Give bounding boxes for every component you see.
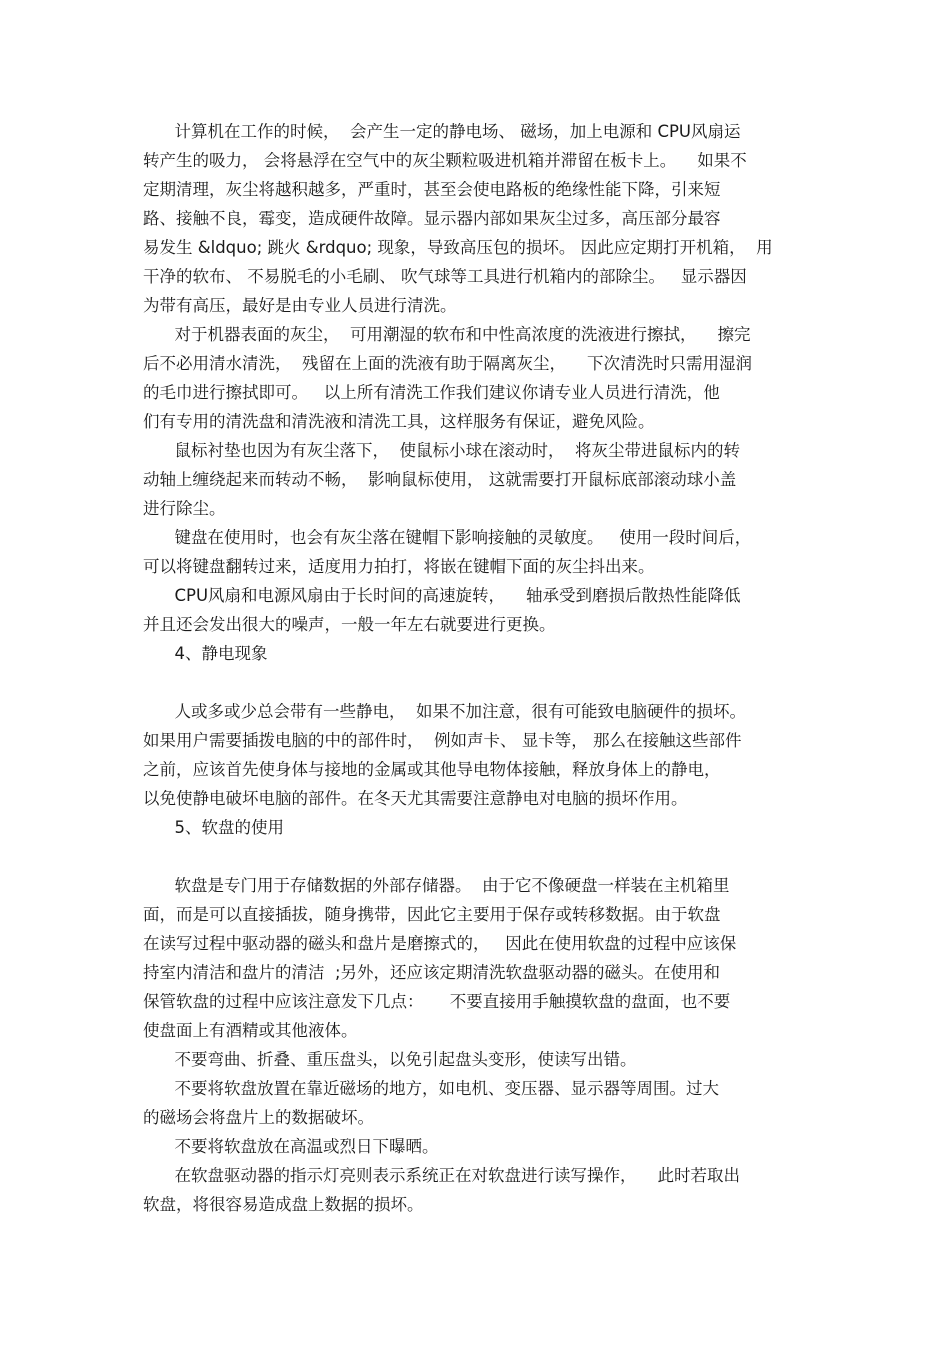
text-line: 之前，应该首先使身体与接地的金属或其他导电物体接触，释放身体上的静电， — [143, 760, 721, 779]
text-line: 软盘，将很容易造成盘上数据的损坏。 — [143, 1195, 424, 1214]
text-line: 在软盘驱动器的指示灯亮则表示系统正在对软盘进行读写操作， 此时若取出 — [143, 1166, 740, 1185]
text-line: 路、接触不良，霉变，造成硬件故障。显示器内部如果灰尘过多，高压部分最容 — [143, 209, 721, 228]
text-line: 们有专用的清洗盘和清洗液和清洗工具，这样服务有保证，避免风险。 — [143, 412, 655, 431]
text-line: 5、软盘的使用 — [143, 818, 284, 837]
text-line: 如果用户需要插拨电脑的中的部件时， 例如声卡、 显卡等， 那么在接触这些部件 — [143, 731, 742, 750]
text-line: 易发生 &ldquo; 跳火 &rdquo; 现象，导致高压包的损坏。 因此应定期打开机箱， 用 — [143, 238, 773, 257]
text-line: 不要将软盘放在高温或烈日下曝晒。 — [143, 1137, 439, 1156]
text-line: 不要将软盘放置在靠近磁场的地方，如电机、变压器、显示器等周围。过大 — [143, 1079, 719, 1098]
text-line: 定期清理，灰尘将越积越多，严重时，甚至会使电路板的绝缘性能下降，引来短 — [143, 180, 721, 199]
text-line: 动轴上缠绕起来而转动不畅， 影响鼠标使用， 这就需要打开鼠标底部滚动球小盖 — [143, 470, 737, 489]
text-line: 面，而是可以直接插拔，随身携带，因此它主要用于保存或转移数据。由于软盘 — [143, 905, 721, 924]
text-line: 使盘面上有酒精或其他液体。 — [143, 1021, 358, 1040]
text-line: 可以将键盘翻转过来，适度用力拍打，将嵌在键帽下面的灰尘抖出来。 — [143, 557, 655, 576]
text-line: 软盘是专门用于存储数据的外部存储器。 由于它不像硬盘一样装在主机箱里 — [143, 876, 730, 895]
text-line: 的毛巾进行擦拭即可。 以上所有清洗工作我们建议你请专业人员进行清洗，他 — [143, 383, 720, 402]
text-line: 干净的软布、 不易脱毛的小毛刷、 吹气球等工具进行机箱内的部除尘。 显示器因 — [143, 267, 747, 286]
text-line: 为带有高压，最好是由专业人员进行清洗。 — [143, 296, 457, 315]
text-line: 在读写过程中驱动器的磁头和盘片是磨擦式的， 因此在使用软盘的过程中应该保 — [143, 934, 737, 953]
text-line: 人或多或少总会带有一些静电， 如果不加注意，很有可能致电脑硬件的损坏。 — [143, 702, 746, 721]
text-line: 转产生的吸力， 会将悬浮在空气中的灰尘颗粒吸进机箱并滞留在板卡上。 如果不 — [143, 151, 747, 170]
text-line: 对于机器表面的灰尘， 可用潮湿的软布和中性高浓度的洗液进行擦拭， 擦完 — [143, 325, 751, 344]
text-line: 的磁场会将盘片上的数据破坏。 — [143, 1108, 374, 1127]
text-line: 键盘在使用时，也会有灰尘落在键帽下影响接触的灵敏度。 使用一段时间后， — [143, 528, 752, 547]
text-line: 后不必用清水清洗， 残留在上面的洗液有助于隔离灰尘， 下次清洗时只需用湿润 — [143, 354, 752, 373]
text-line: 以免使静电破坏电脑的部件。在冬天尤其需要注意静电对电脑的损坏作用。 — [143, 789, 688, 808]
text-line: 并且还会发出很大的噪声，一般一年左右就要进行更换。 — [143, 615, 556, 634]
text-line: 4、静电现象 — [143, 644, 268, 663]
text-line: 持室内清洁和盘片的清洁 ;另外，还应该定期清洗软盘驱动器的磁头。在使用和 — [143, 963, 721, 982]
text-line: 不要弯曲、折叠、重压盘头，以免引起盘头变形，使读写出错。 — [143, 1050, 637, 1069]
text-line: CPU风扇和电源风扇由于长时间的高速旋转， 轴承受到磨损后散热性能降低 — [143, 586, 741, 605]
text-line: 进行除尘。 — [143, 499, 226, 518]
text-line: 保管软盘的过程中应该注意发下几点： 不要直接用手触摸软盘的盘面，也不要 — [143, 992, 731, 1011]
text-line: 计算机在工作的时候， 会产生一定的静电场、 磁场，加上电源和 CPU风扇运 — [143, 122, 741, 141]
text-line: 鼠标衬垫也因为有灰尘落下， 使鼠标小球在滚动时， 将灰尘带进鼠标内的转 — [143, 441, 740, 460]
